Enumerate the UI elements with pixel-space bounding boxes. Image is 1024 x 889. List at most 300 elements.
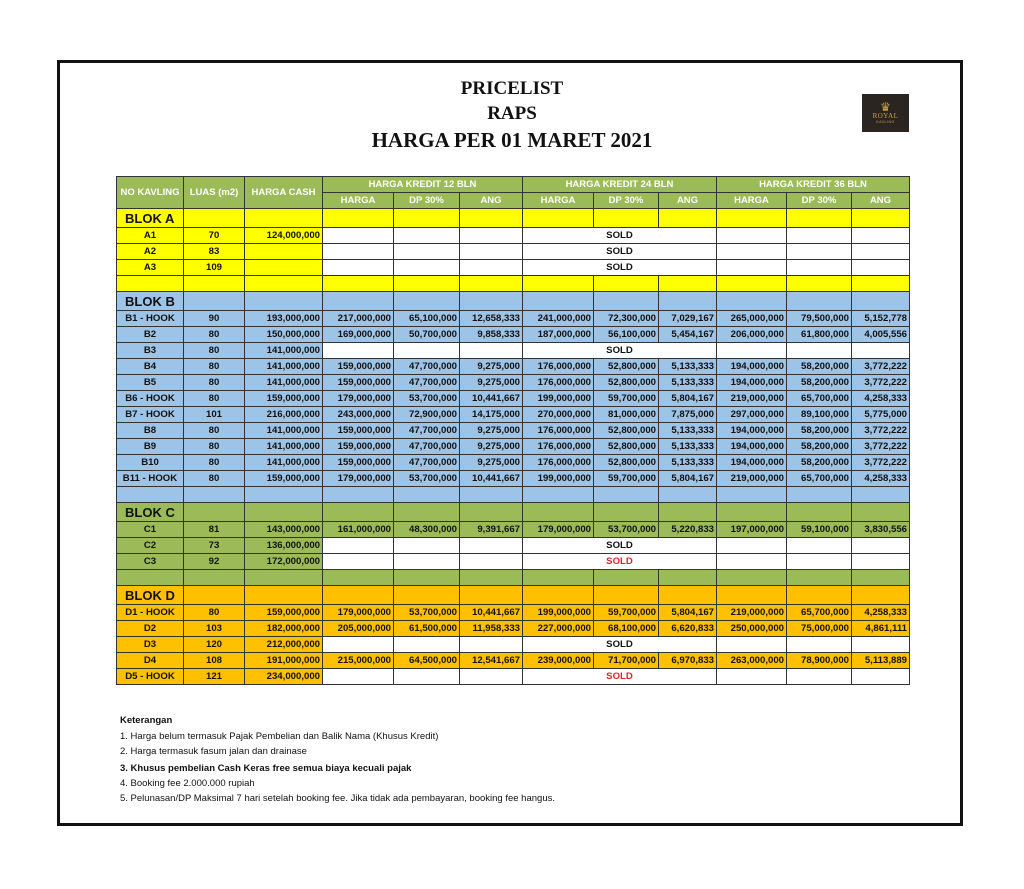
harga-cash-cell: 172,000,000 <box>245 554 323 570</box>
empty-cell <box>245 292 323 311</box>
harga-cell: 179,000,000 <box>323 471 394 487</box>
ang-cell: 12,541,667 <box>460 653 523 669</box>
luas-cell: 83 <box>184 244 245 260</box>
empty-cell <box>787 554 852 570</box>
dp-cell: 50,700,000 <box>394 327 460 343</box>
page-title: PRICELIST <box>460 78 564 99</box>
sold-status: SOLD <box>523 260 717 276</box>
ang-cell: 5,775,000 <box>852 407 910 423</box>
no-kavling-cell: D4 <box>117 653 184 669</box>
empty-cell <box>184 570 245 586</box>
dp-cell: 53,700,000 <box>594 522 659 538</box>
price-table <box>116 176 910 685</box>
empty-cell <box>717 669 787 685</box>
ang-cell: 5,804,167 <box>659 605 717 621</box>
crown-icon: ♛ <box>880 100 891 114</box>
ang-cell: 9,858,333 <box>460 327 523 343</box>
empty-cell <box>323 487 394 503</box>
dp-cell: 71,700,000 <box>594 653 659 669</box>
ang-cell: 5,133,333 <box>659 439 717 455</box>
harga-cash-cell: 141,000,000 <box>245 343 323 359</box>
logo-subtext: KAVLING <box>876 120 895 124</box>
empty-cell <box>394 228 460 244</box>
dp-cell: 61,800,000 <box>787 327 852 343</box>
dp-cell: 52,800,000 <box>594 359 659 375</box>
empty-cell <box>523 503 594 522</box>
dp-cell: 58,200,000 <box>787 455 852 471</box>
empty-cell <box>117 276 184 292</box>
empty-cell <box>394 637 460 653</box>
harga-cash-cell: 150,000,000 <box>245 327 323 343</box>
ang-cell: 9,275,000 <box>460 423 523 439</box>
empty-cell <box>594 586 659 605</box>
harga-cash-cell: 159,000,000 <box>245 391 323 407</box>
empty-cell <box>717 244 787 260</box>
no-kavling-cell: B6 - HOOK <box>117 391 184 407</box>
dp-cell: 64,500,000 <box>394 653 460 669</box>
table-row <box>117 244 910 260</box>
empty-cell <box>659 503 717 522</box>
empty-cell <box>245 209 323 228</box>
spacer-row <box>117 570 910 586</box>
empty-cell <box>852 554 910 570</box>
empty-cell <box>787 343 852 359</box>
empty-cell <box>394 538 460 554</box>
ang-cell: 5,804,167 <box>659 471 717 487</box>
luas-cell: 73 <box>184 538 245 554</box>
table-row <box>117 359 910 375</box>
no-kavling-cell: D2 <box>117 621 184 637</box>
dp-cell: 52,800,000 <box>594 439 659 455</box>
harga-cash-cell: 136,000,000 <box>245 538 323 554</box>
empty-cell <box>323 538 394 554</box>
harga-cash-cell: 141,000,000 <box>245 455 323 471</box>
empty-cell <box>594 276 659 292</box>
luas-cell: 120 <box>184 637 245 653</box>
harga-cell: 197,000,000 <box>717 522 787 538</box>
empty-cell <box>184 276 245 292</box>
empty-cell <box>717 209 787 228</box>
empty-cell <box>523 209 594 228</box>
empty-cell <box>659 487 717 503</box>
harga-cash-cell <box>245 244 323 260</box>
harga-cash-cell <box>245 260 323 276</box>
harga-cell: 187,000,000 <box>523 327 594 343</box>
no-kavling-cell: A1 <box>117 228 184 244</box>
table-row <box>117 653 910 669</box>
notes-section <box>120 715 555 806</box>
dp-cell: 58,200,000 <box>787 359 852 375</box>
col-header-harga: HARGA <box>717 193 787 209</box>
empty-cell <box>594 292 659 311</box>
blok-header-row <box>117 209 910 228</box>
luas-cell: 80 <box>184 327 245 343</box>
ang-cell: 7,029,167 <box>659 311 717 327</box>
empty-cell <box>394 487 460 503</box>
harga-cell: 243,000,000 <box>323 407 394 423</box>
empty-cell <box>394 503 460 522</box>
ang-cell: 4,005,556 <box>852 327 910 343</box>
blok-label: BLOK B <box>117 292 184 311</box>
empty-cell <box>323 209 394 228</box>
no-kavling-cell: B4 <box>117 359 184 375</box>
harga-cell: 219,000,000 <box>717 391 787 407</box>
no-kavling-cell: B10 <box>117 455 184 471</box>
dp-cell: 52,800,000 <box>594 455 659 471</box>
harga-cash-cell: 141,000,000 <box>245 359 323 375</box>
empty-cell <box>460 554 523 570</box>
empty-cell <box>594 487 659 503</box>
dp-cell: 47,700,000 <box>394 423 460 439</box>
dp-cell: 75,000,000 <box>787 621 852 637</box>
harga-cell: 159,000,000 <box>323 359 394 375</box>
luas-cell: 90 <box>184 311 245 327</box>
empty-cell <box>852 343 910 359</box>
no-kavling-cell: B2 <box>117 327 184 343</box>
sold-status: SOLD <box>523 669 717 685</box>
ang-cell: 9,391,667 <box>460 522 523 538</box>
empty-cell <box>523 292 594 311</box>
dp-cell: 53,700,000 <box>394 605 460 621</box>
ang-cell: 5,220,833 <box>659 522 717 538</box>
dp-cell: 65,700,000 <box>787 471 852 487</box>
empty-cell <box>460 292 523 311</box>
empty-cell <box>717 586 787 605</box>
harga-cell: 179,000,000 <box>523 522 594 538</box>
sold-status: SOLD <box>523 538 717 554</box>
col-header-harga-cash: HARGA CASH <box>245 177 323 209</box>
ang-cell: 4,861,111 <box>852 621 910 637</box>
ang-cell: 3,772,222 <box>852 359 910 375</box>
no-kavling-cell: B3 <box>117 343 184 359</box>
harga-cell: 217,000,000 <box>323 311 394 327</box>
no-kavling-cell: A2 <box>117 244 184 260</box>
luas-cell: 80 <box>184 605 245 621</box>
dp-cell: 59,700,000 <box>594 471 659 487</box>
empty-cell <box>523 276 594 292</box>
no-kavling-cell: B7 - HOOK <box>117 407 184 423</box>
dp-cell: 65,700,000 <box>787 391 852 407</box>
dp-cell: 48,300,000 <box>394 522 460 538</box>
table-row <box>117 538 910 554</box>
empty-cell <box>594 209 659 228</box>
note-item: 3. Khusus pembelian Cash Keras free semua biaya kecuali pajak <box>120 763 412 774</box>
empty-cell <box>787 538 852 554</box>
notes-heading: Keterangan <box>120 715 173 726</box>
empty-cell <box>852 292 910 311</box>
harga-cash-cell: 216,000,000 <box>245 407 323 423</box>
table-row <box>117 439 910 455</box>
harga-cash-cell: 141,000,000 <box>245 375 323 391</box>
empty-cell <box>787 260 852 276</box>
dp-cell: 78,900,000 <box>787 653 852 669</box>
empty-cell <box>323 343 394 359</box>
empty-cell <box>323 586 394 605</box>
empty-cell <box>523 586 594 605</box>
ang-cell: 12,658,333 <box>460 311 523 327</box>
harga-cash-cell: 141,000,000 <box>245 423 323 439</box>
harga-cash-cell: 182,000,000 <box>245 621 323 637</box>
empty-cell <box>117 487 184 503</box>
empty-cell <box>717 487 787 503</box>
ang-cell: 5,133,333 <box>659 359 717 375</box>
ang-cell: 11,958,333 <box>460 621 523 637</box>
empty-cell <box>460 276 523 292</box>
harga-cell: 199,000,000 <box>523 605 594 621</box>
luas-cell: 109 <box>184 260 245 276</box>
empty-cell <box>460 503 523 522</box>
dp-cell: 72,900,000 <box>394 407 460 423</box>
ang-cell: 14,175,000 <box>460 407 523 423</box>
dp-cell: 56,100,000 <box>594 327 659 343</box>
harga-cell: 194,000,000 <box>717 455 787 471</box>
empty-cell <box>184 209 245 228</box>
col-header-ang: ANG <box>852 193 910 209</box>
harga-cell: 219,000,000 <box>717 605 787 621</box>
dp-cell: 58,200,000 <box>787 439 852 455</box>
empty-cell <box>184 586 245 605</box>
table-row <box>117 311 910 327</box>
table-row <box>117 228 910 244</box>
logo-text: ROYAL <box>872 112 899 120</box>
col-group-kredit-24: HARGA KREDIT 24 BLN <box>523 177 717 193</box>
empty-cell <box>323 244 394 260</box>
col-group-kredit-36: HARGA KREDIT 36 BLN <box>717 177 910 193</box>
table-row <box>117 471 910 487</box>
empty-cell <box>717 228 787 244</box>
empty-cell <box>394 276 460 292</box>
empty-cell <box>717 554 787 570</box>
empty-cell <box>394 260 460 276</box>
dp-cell: 53,700,000 <box>394 391 460 407</box>
ang-cell: 6,620,833 <box>659 621 717 637</box>
harga-cell: 159,000,000 <box>323 439 394 455</box>
empty-cell <box>659 292 717 311</box>
empty-cell <box>323 503 394 522</box>
harga-cash-cell: 234,000,000 <box>245 669 323 685</box>
empty-cell <box>787 570 852 586</box>
ang-cell: 3,830,556 <box>852 522 910 538</box>
luas-cell: 103 <box>184 621 245 637</box>
dp-cell: 79,500,000 <box>787 311 852 327</box>
ang-cell: 10,441,667 <box>460 605 523 621</box>
empty-cell <box>717 570 787 586</box>
luas-cell: 101 <box>184 407 245 423</box>
dp-cell: 59,100,000 <box>787 522 852 538</box>
luas-cell: 81 <box>184 522 245 538</box>
empty-cell <box>852 503 910 522</box>
empty-cell <box>852 669 910 685</box>
empty-cell <box>717 637 787 653</box>
blok-label: BLOK C <box>117 503 184 522</box>
harga-cell: 205,000,000 <box>323 621 394 637</box>
empty-cell <box>323 260 394 276</box>
empty-cell <box>460 669 523 685</box>
empty-cell <box>787 669 852 685</box>
empty-cell <box>523 487 594 503</box>
harga-cash-cell: 143,000,000 <box>245 522 323 538</box>
harga-cell: 194,000,000 <box>717 375 787 391</box>
ang-cell: 3,772,222 <box>852 439 910 455</box>
empty-cell <box>852 586 910 605</box>
table-row <box>117 637 910 653</box>
empty-cell <box>787 503 852 522</box>
note-item: 4. Booking fee 2.000.000 rupiah <box>120 778 255 789</box>
harga-cell: 199,000,000 <box>523 391 594 407</box>
sold-status: SOLD <box>523 343 717 359</box>
harga-cash-cell: 191,000,000 <box>245 653 323 669</box>
empty-cell <box>852 637 910 653</box>
sold-status: SOLD <box>523 228 717 244</box>
ang-cell: 6,970,833 <box>659 653 717 669</box>
dp-cell: 61,500,000 <box>394 621 460 637</box>
empty-cell <box>460 260 523 276</box>
empty-cell <box>460 570 523 586</box>
empty-cell <box>787 244 852 260</box>
luas-cell: 80 <box>184 423 245 439</box>
note-item: 5. Pelunasan/DP Maksimal 7 hari setelah booking fee. Jika tidak ada pembayaran, booking fee hangus. <box>120 793 555 804</box>
table-row <box>117 605 910 621</box>
empty-cell <box>323 228 394 244</box>
empty-cell <box>717 503 787 522</box>
col-header-harga: HARGA <box>523 193 594 209</box>
table-row <box>117 522 910 538</box>
empty-cell <box>787 228 852 244</box>
empty-cell <box>460 343 523 359</box>
harga-cash-cell: 193,000,000 <box>245 311 323 327</box>
dp-cell: 72,300,000 <box>594 311 659 327</box>
table-row <box>117 391 910 407</box>
harga-cell: 176,000,000 <box>523 439 594 455</box>
harga-cell: 270,000,000 <box>523 407 594 423</box>
harga-cell: 159,000,000 <box>323 455 394 471</box>
col-header-dp: DP 30% <box>594 193 659 209</box>
empty-cell <box>594 570 659 586</box>
ang-cell: 4,258,333 <box>852 471 910 487</box>
empty-cell <box>523 570 594 586</box>
empty-cell <box>852 487 910 503</box>
harga-cash-cell: 212,000,000 <box>245 637 323 653</box>
harga-cell: 176,000,000 <box>523 359 594 375</box>
ang-cell: 3,772,222 <box>852 423 910 439</box>
no-kavling-cell: C1 <box>117 522 184 538</box>
empty-cell <box>394 554 460 570</box>
blok-label: BLOK D <box>117 586 184 605</box>
empty-cell <box>323 669 394 685</box>
empty-cell <box>659 570 717 586</box>
table-row <box>117 669 910 685</box>
harga-cell: 239,000,000 <box>523 653 594 669</box>
empty-cell <box>245 586 323 605</box>
ang-cell: 5,804,167 <box>659 391 717 407</box>
col-header-ang: ANG <box>460 193 523 209</box>
luas-cell: 70 <box>184 228 245 244</box>
empty-cell <box>717 343 787 359</box>
ang-cell: 9,275,000 <box>460 455 523 471</box>
project-name: RAPS <box>487 103 537 124</box>
empty-cell <box>787 637 852 653</box>
table-row <box>117 423 910 439</box>
luas-cell: 80 <box>184 391 245 407</box>
harga-cash-cell: 159,000,000 <box>245 605 323 621</box>
header-row-groups <box>117 177 910 193</box>
harga-cell: 199,000,000 <box>523 471 594 487</box>
harga-cell: 179,000,000 <box>323 391 394 407</box>
empty-cell <box>787 292 852 311</box>
col-header-no-kavling: NO KAVLING <box>117 177 184 209</box>
col-header-ang: ANG <box>659 193 717 209</box>
empty-cell <box>323 570 394 586</box>
dp-cell: 58,200,000 <box>787 423 852 439</box>
sold-status: SOLD <box>523 637 717 653</box>
luas-cell: 80 <box>184 439 245 455</box>
empty-cell <box>717 538 787 554</box>
empty-cell <box>460 228 523 244</box>
harga-cell: 241,000,000 <box>523 311 594 327</box>
empty-cell <box>245 276 323 292</box>
dp-cell: 47,700,000 <box>394 359 460 375</box>
dp-cell: 68,100,000 <box>594 621 659 637</box>
empty-cell <box>852 538 910 554</box>
empty-cell <box>787 487 852 503</box>
dp-cell: 47,700,000 <box>394 439 460 455</box>
note-item: 2. Harga termasuk fasum jalan dan drainase <box>120 746 307 757</box>
no-kavling-cell: B11 - HOOK <box>117 471 184 487</box>
harga-cash-cell: 124,000,000 <box>245 228 323 244</box>
harga-cell: 227,000,000 <box>523 621 594 637</box>
ang-cell: 5,133,333 <box>659 423 717 439</box>
spacer-row <box>117 276 910 292</box>
dp-cell: 89,100,000 <box>787 407 852 423</box>
dp-cell: 59,700,000 <box>594 391 659 407</box>
empty-cell <box>717 292 787 311</box>
ang-cell: 5,454,167 <box>659 327 717 343</box>
empty-cell <box>394 343 460 359</box>
table-row <box>117 621 910 637</box>
col-header-dp: DP 30% <box>394 193 460 209</box>
no-kavling-cell: D5 - HOOK <box>117 669 184 685</box>
no-kavling-cell: B5 <box>117 375 184 391</box>
sold-status: SOLD <box>523 554 717 570</box>
empty-cell <box>594 503 659 522</box>
no-kavling-cell: B8 <box>117 423 184 439</box>
sold-status: SOLD <box>523 244 717 260</box>
empty-cell <box>460 538 523 554</box>
empty-cell <box>323 276 394 292</box>
harga-cell: 176,000,000 <box>523 375 594 391</box>
dp-cell: 53,700,000 <box>394 471 460 487</box>
price-date: HARGA PER 01 MARET 2021 <box>371 128 653 152</box>
table-row <box>117 455 910 471</box>
harga-cell: 179,000,000 <box>323 605 394 621</box>
royal-kavling-logo <box>862 94 909 132</box>
empty-cell <box>460 487 523 503</box>
dp-cell: 58,200,000 <box>787 375 852 391</box>
harga-cell: 194,000,000 <box>717 439 787 455</box>
empty-cell <box>852 260 910 276</box>
empty-cell <box>323 554 394 570</box>
empty-cell <box>852 244 910 260</box>
empty-cell <box>659 276 717 292</box>
luas-cell: 80 <box>184 455 245 471</box>
dp-cell: 47,700,000 <box>394 375 460 391</box>
dp-cell: 65,700,000 <box>787 605 852 621</box>
harga-cell: 176,000,000 <box>523 455 594 471</box>
empty-cell <box>394 209 460 228</box>
table-row <box>117 407 910 423</box>
empty-cell <box>852 228 910 244</box>
luas-cell: 80 <box>184 375 245 391</box>
